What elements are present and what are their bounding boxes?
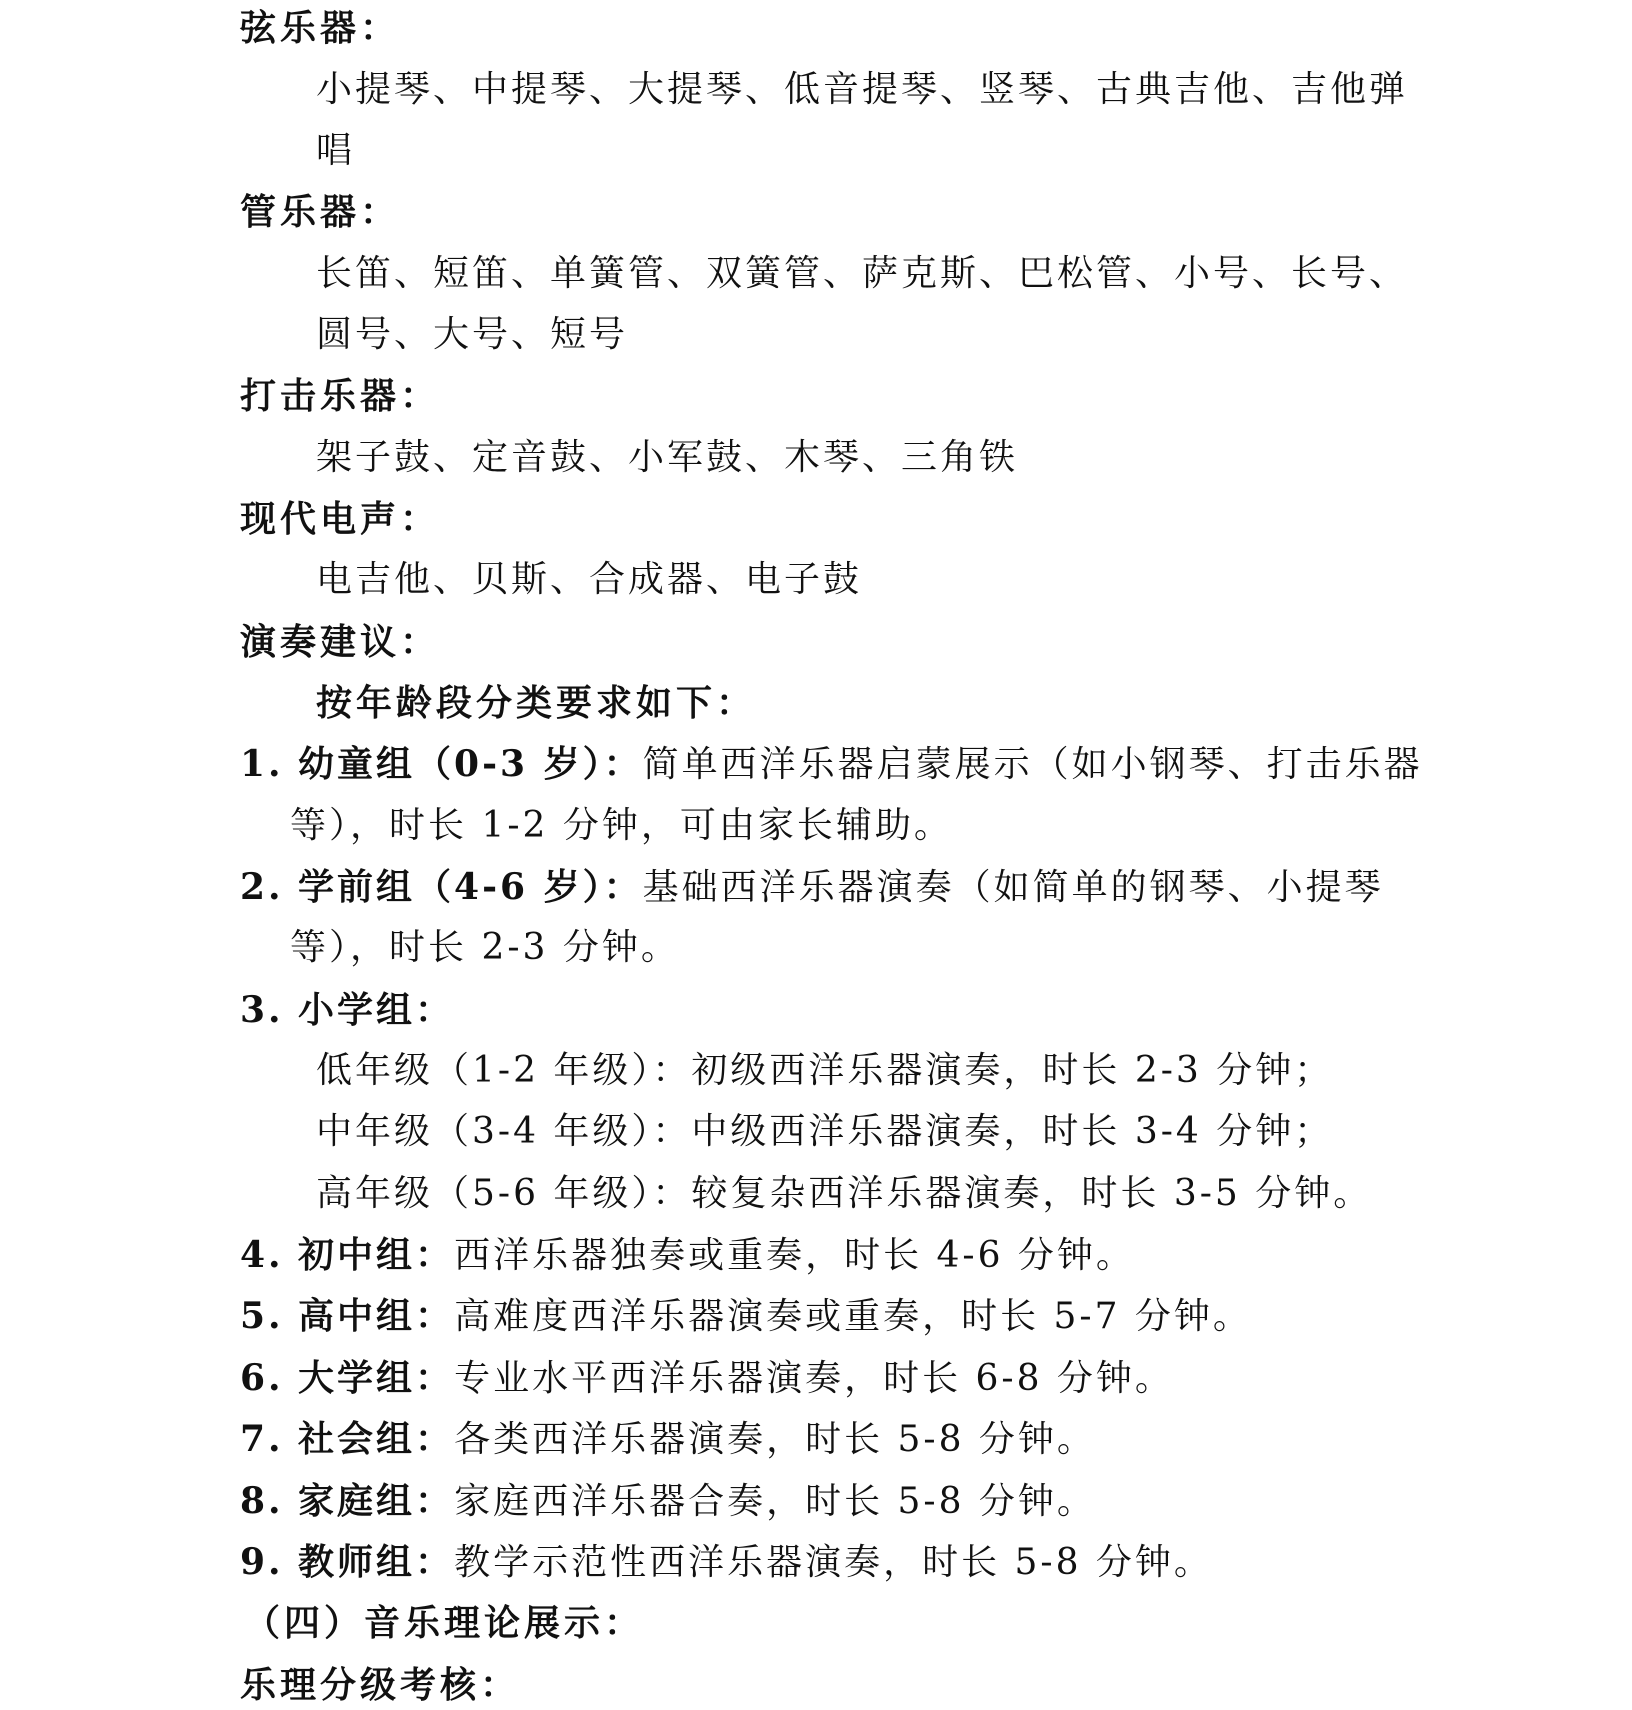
item-text: 教学示范性西洋乐器演奏，时长 5-8 分钟。	[454, 1542, 1213, 1583]
item-number: 7.	[240, 1418, 284, 1460]
item-number: 5.	[240, 1295, 284, 1337]
section-4-heading: （四）音乐理论展示：	[244, 1602, 645, 1644]
strings-heading: 弦乐器：	[240, 7, 401, 49]
strings-list-line-2: 唱	[316, 130, 356, 171]
item-number: 8.	[240, 1480, 284, 1522]
item-label: 幼童组（0-3 岁）：	[298, 743, 643, 785]
list-item	[240, 1479, 1096, 1524]
list-item	[240, 988, 454, 1033]
list-item	[240, 865, 1384, 910]
item-text: 基础西洋乐器演奏（如简单的钢琴、小提琴	[642, 867, 1384, 908]
winds-list-line-1: 长笛、短笛、单簧管、双簧管、萨克斯、巴松管、小号、长号、	[316, 253, 1409, 294]
item-label: 小学组：	[298, 989, 455, 1031]
item-text: 高难度西洋乐器演奏或重奏，时长 5-7 分钟。	[454, 1296, 1252, 1337]
list-item	[240, 742, 1423, 787]
list-item	[240, 1540, 1213, 1585]
item-continuation: 等），时长 1-2 分钟，可由家长辅助。	[290, 805, 953, 846]
percussion-heading: 打击乐器：	[240, 375, 441, 417]
item-number: 3.	[240, 989, 284, 1031]
advice-heading: 演奏建议：	[240, 621, 441, 663]
item-number: 9.	[240, 1541, 284, 1583]
item-label: 高中组：	[298, 1295, 455, 1337]
list-item	[240, 1356, 1174, 1401]
list-item	[240, 1233, 1135, 1278]
sub-item-high-grade: 高年级（5-6 年级）：较复杂西洋乐器演奏，时长 3-5 分钟。	[316, 1173, 1373, 1214]
winds-list-line-2: 圆号、大号、短号	[316, 314, 629, 355]
sub-item-low-grade: 低年级（1-2 年级）：初级西洋乐器演奏，时长 2-3 分钟；	[316, 1050, 1334, 1091]
item-text: 家庭西洋乐器合奏，时长 5-8 分钟。	[454, 1481, 1096, 1522]
item-number: 1.	[240, 743, 284, 785]
electric-list: 电吉他、贝斯、合成器、电子鼓	[316, 559, 863, 600]
list-item	[240, 1294, 1252, 1339]
item-label: 社会组：	[298, 1418, 455, 1460]
music-theory-grading-heading: 乐理分级考核：	[240, 1664, 521, 1706]
item-number: 2.	[240, 866, 284, 908]
item-label: 家庭组：	[298, 1480, 455, 1522]
item-label: 大学组：	[298, 1357, 455, 1399]
item-text: 简单西洋乐器启蒙展示（如小钢琴、打击乐器	[642, 744, 1423, 785]
percussion-list: 架子鼓、定音鼓、小军鼓、木琴、三角铁	[316, 437, 1019, 478]
electric-heading: 现代电声：	[240, 498, 441, 540]
item-label: 学前组（4-6 岁）：	[298, 866, 643, 908]
item-continuation: 等），时长 2-3 分钟。	[290, 927, 680, 968]
sub-item-mid-grade: 中年级（3-4 年级）：中级西洋乐器演奏，时长 3-4 分钟；	[316, 1111, 1334, 1152]
winds-heading: 管乐器：	[240, 191, 401, 233]
strings-list-line-1: 小提琴、中提琴、大提琴、低音提琴、竖琴、古典吉他、吉他弹	[316, 69, 1409, 110]
item-number: 6.	[240, 1357, 284, 1399]
list-item	[240, 1417, 1096, 1462]
item-text: 西洋乐器独奏或重奏，时长 4-6 分钟。	[454, 1235, 1135, 1276]
item-text: 各类西洋乐器演奏，时长 5-8 分钟。	[454, 1419, 1096, 1460]
item-label: 初中组：	[298, 1234, 455, 1276]
advice-intro: 按年龄段分类要求如下：	[316, 682, 757, 724]
item-text: 专业水平西洋乐器演奏，时长 6-8 分钟。	[454, 1358, 1174, 1399]
item-label: 教师组：	[298, 1541, 455, 1583]
item-number: 4.	[240, 1234, 284, 1276]
